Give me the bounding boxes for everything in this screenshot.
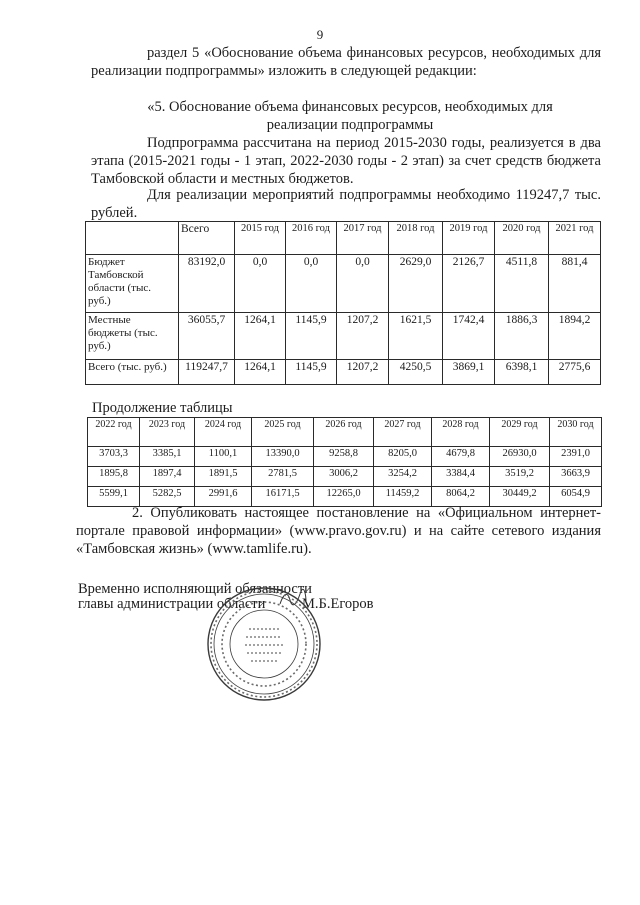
table-row [86, 360, 601, 385]
table-cell: 13390,0 [252, 447, 314, 467]
header-cell: 2022 год [88, 418, 140, 447]
header-cell: Всего [179, 222, 235, 255]
table-cell: 16171,5 [252, 487, 314, 507]
table-cell: 3869,1 [443, 360, 495, 385]
header-cell: 2026 год [314, 418, 374, 447]
table-cell: 3703,3 [88, 447, 140, 467]
para2-text: Для реализации мероприятий подпрограммы необходимо 119247,7 тыс. рублей. [91, 187, 601, 221]
table-cell: 5599,1 [88, 487, 140, 507]
header-cell: 2018 год [389, 222, 443, 255]
header-cell: 2029 год [490, 418, 550, 447]
table-cell: 1891,5 [195, 467, 252, 487]
table-cell: 0,0 [337, 255, 389, 313]
header-cell: 2030 год [550, 418, 602, 447]
table-cell: 3519,2 [490, 467, 550, 487]
table-header-row [86, 222, 601, 255]
row-label: Бюджет Тамбовской области (тыс. руб.) [86, 255, 179, 313]
point2-text: 2. Опубликовать настоящее постановление на «Официальном интернет-портале правовой информации» (www.pravo.gov.ru) и на сайте сетевого издания «Тамбовская жизнь» (www.tamlife.ru). [76, 505, 601, 557]
header-cell: 2024 год [195, 418, 252, 447]
table-cell: 1897,4 [140, 467, 195, 487]
table-cell: 1100,1 [195, 447, 252, 467]
header-cell: 2015 год [235, 222, 286, 255]
table-cell: 1895,8 [88, 467, 140, 487]
table-cell: 1207,2 [337, 313, 389, 360]
table-cell: 1145,9 [286, 313, 337, 360]
table-cell: 8064,2 [432, 487, 490, 507]
funding-table [85, 221, 601, 385]
table-cell: 2775,6 [549, 360, 601, 385]
table-cell: 3385,1 [140, 447, 195, 467]
table-cell: 26930,0 [490, 447, 550, 467]
header-cell: 2016 год [286, 222, 337, 255]
header-cell: 2028 год [432, 418, 490, 447]
table-cell: 2126,7 [443, 255, 495, 313]
table-cell: 11459,2 [374, 487, 432, 507]
table-cell: 0,0 [235, 255, 286, 313]
signature-title-line1: Временно исполняющий обязанности [78, 581, 312, 597]
table-cell: 9258,8 [314, 447, 374, 467]
table-cell: 8205,0 [374, 447, 432, 467]
table-cell: 1145,9 [286, 360, 337, 385]
section-title: «5. Обоснование объема финансовых ресурсов, необходимых для реализации подпрограммы [147, 99, 553, 133]
table-cell: 4679,8 [432, 447, 490, 467]
header-cell: 2021 год [549, 222, 601, 255]
body-paragraph-2 [91, 186, 601, 222]
table-cell: 1621,5 [389, 313, 443, 360]
signatory-name: М.Б.Егоров [302, 596, 374, 612]
table-cell: 1886,3 [495, 313, 549, 360]
table-cell: 4511,8 [495, 255, 549, 313]
table-cell: 2781,5 [252, 467, 314, 487]
table-cell: 3384,4 [432, 467, 490, 487]
header-cell: 2027 год [374, 418, 432, 447]
body-paragraph-3 [76, 504, 601, 558]
table-cell: 1264,1 [235, 313, 286, 360]
para1-text: Подпрограмма рассчитана на период 2015-2030 годы, реализуется в два этапа (2015-2021 годы - 1 этап, 2022-2030 годы - 2 этап) за счет средств бюджета Тамбовской области и местных бюджетов. [91, 135, 601, 187]
table-cell: 3254,2 [374, 467, 432, 487]
table-row [86, 255, 601, 313]
table-cell: 1264,1 [235, 360, 286, 385]
table-cell: 3006,2 [314, 467, 374, 487]
table-header-row [88, 418, 602, 447]
table-cell: 12265,0 [314, 487, 374, 507]
table-cell: 1207,2 [337, 360, 389, 385]
table-cell: 6054,9 [550, 487, 602, 507]
header-cell: 2020 год [495, 222, 549, 255]
table-cell: 881,4 [549, 255, 601, 313]
continuation-label: Продолжение таблицы [92, 400, 233, 416]
official-seal [205, 585, 323, 703]
table-row [88, 467, 602, 487]
signature-title-line2: главы администрации области [78, 596, 266, 612]
continuation-table [87, 417, 602, 507]
intro-paragraph [91, 44, 601, 80]
table-cell: 0,0 [286, 255, 337, 313]
table-cell: 119247,7 [179, 360, 235, 385]
table-cell: 2629,0 [389, 255, 443, 313]
table-cell: 3663,9 [550, 467, 602, 487]
table-cell: 4250,5 [389, 360, 443, 385]
row-label: Всего (тыс. руб.) [86, 360, 179, 385]
header-cell: 2017 год [337, 222, 389, 255]
table-cell: 83192,0 [179, 255, 235, 313]
table-row [88, 447, 602, 467]
table-cell: 2991,6 [195, 487, 252, 507]
page-number: 9 [316, 27, 324, 42]
header-cell: 2019 год [443, 222, 495, 255]
table-cell: 1894,2 [549, 313, 601, 360]
header-cell [86, 222, 179, 255]
header-cell: 2025 год [252, 418, 314, 447]
table-cell: 30449,2 [490, 487, 550, 507]
table-cell: 6398,1 [495, 360, 549, 385]
header-cell: 2023 год [140, 418, 195, 447]
table-cell: 1742,4 [443, 313, 495, 360]
table-cell: 36055,7 [179, 313, 235, 360]
table-row [86, 313, 601, 360]
table-cell: 5282,5 [140, 487, 195, 507]
row-label: Местные бюджеты (тыс. руб.) [86, 313, 179, 360]
intro-text: раздел 5 «Обоснование объема финансовых ресурсов, необходимых для реализации подпрограммы» изложить в следующей редакции: [91, 45, 601, 79]
body-paragraph-1 [91, 134, 601, 188]
table-cell: 2391,0 [550, 447, 602, 467]
